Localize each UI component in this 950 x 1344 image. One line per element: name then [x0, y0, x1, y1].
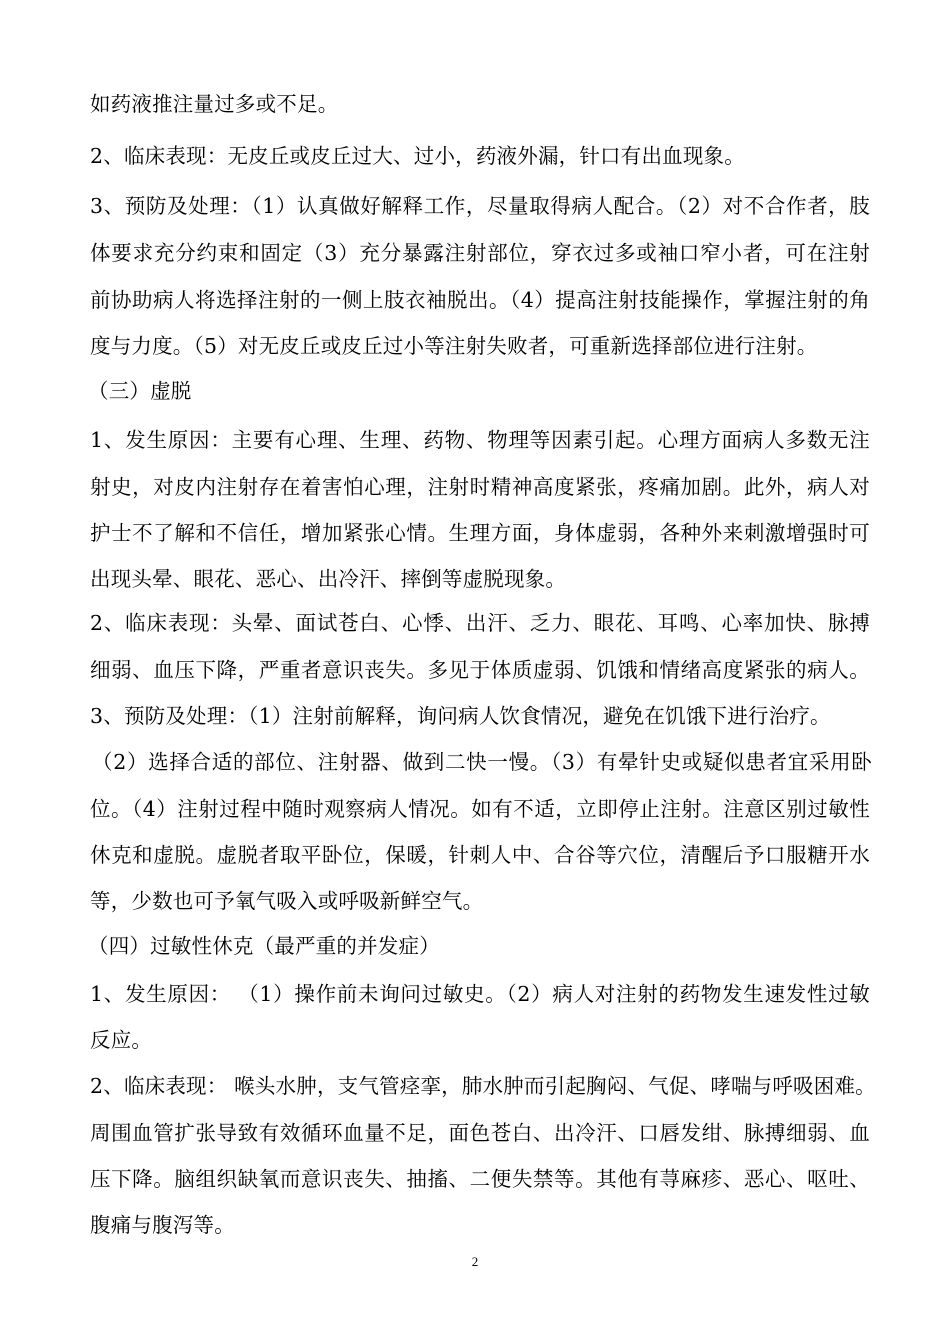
text-line-21: 反应。	[90, 1028, 153, 1052]
text-line-22: 2、临床表现： 喉头水肿，支气管痉挛，肺水肿而引起胸闷、气促、哮喘与呼吸困难。	[90, 1074, 876, 1098]
text-line-5: 前协助病人将选择注射的一侧上肢衣袖脱出。（4）提高注射技能操作，掌握注射的角	[90, 288, 870, 312]
text-line-25: 腹痛与腹泻等。	[90, 1213, 235, 1237]
text-line-6: 度与力度。（5）对无皮丘或皮丘过小等注射失败者，可重新选择部位进行注射。	[90, 334, 818, 358]
text-line-20: 1、发生原因： （1）操作前未询问过敏史。（2）病人对注射的药物发生速发性过敏	[90, 982, 870, 1006]
text-line-16: 位。（4）注射过程中随时观察病人情况。如有不适，立即停止注射。注意区别过敏性	[90, 797, 870, 821]
text-line-3: 3、预防及处理：（1）认真做好解释工作，尽量取得病人配合。（2）对不合作者，肢	[90, 194, 870, 218]
text-line-23: 周围血管扩张导致有效循环血量不足，面色苍白、出冷汗、口唇发绀、脉搏细弱、血	[90, 1121, 870, 1145]
text-line-9: 射史，对皮内注射存在着害怕心理，注射时精神高度紧张，疼痛加剧。此外，病人对	[90, 475, 870, 499]
text-line-12: 2、临床表现：头晕、面试苍白、心悸、出汗、乏力、眼花、耳鸣、心率加快、脉搏	[90, 611, 870, 635]
section-heading-3: （三）虚脱	[88, 379, 192, 403]
text-line-13: 细弱、血压下降，严重者意识丧失。多见于体质虚弱、饥饿和情绪高度紧张的病人。	[90, 658, 870, 682]
text-line-10: 护士不了解和不信任，增加紧张心情。生理方面，身体虚弱，各种外来刺激增强时可	[90, 521, 870, 545]
text-line-4: 体要求充分约束和固定（3）充分暴露注射部位，穿衣过多或袖口窄小者，可在注射	[90, 241, 870, 265]
text-line-24: 压下降。脑组织缺氧而意识丧失、抽搐、二便失禁等。其他有荨麻疹、恶心、呕吐、	[90, 1167, 870, 1191]
text-line-1: 如药液推注量过多或不足。	[90, 92, 339, 116]
page-number: 2	[471, 1254, 479, 1269]
text-line-11: 出现头晕、眼花、恶心、出冷汗、摔倒等虚脱现象。	[90, 567, 567, 591]
text-line-8: 1、发生原因：主要有心理、生理、药物、物理等因素引起。心理方面病人多数无注	[90, 428, 870, 452]
section-heading-4: （四）过敏性休克（最严重的并发症）	[88, 934, 440, 958]
text-line-17: 休克和虚脱。虚脱者取平卧位，保暖，针刺人中、合谷等穴位，清醒后予口服糖开水	[90, 843, 870, 867]
text-line-14: 3、预防及处理：（1）注射前解释，询问病人饮食情况，避免在饥饿下进行治疗。	[90, 704, 831, 728]
text-line-2: 2、临床表现：无皮丘或皮丘过大、过小，药液外漏，针口有出血现象。	[90, 144, 745, 168]
text-line-15: （2）选择合适的部位、注射器、做到二快一慢。（3）有晕针史或疑似患者宜采用卧	[92, 750, 872, 774]
text-line-18: 等，少数也可予氧气吸入或呼吸新鲜空气。	[90, 889, 484, 913]
